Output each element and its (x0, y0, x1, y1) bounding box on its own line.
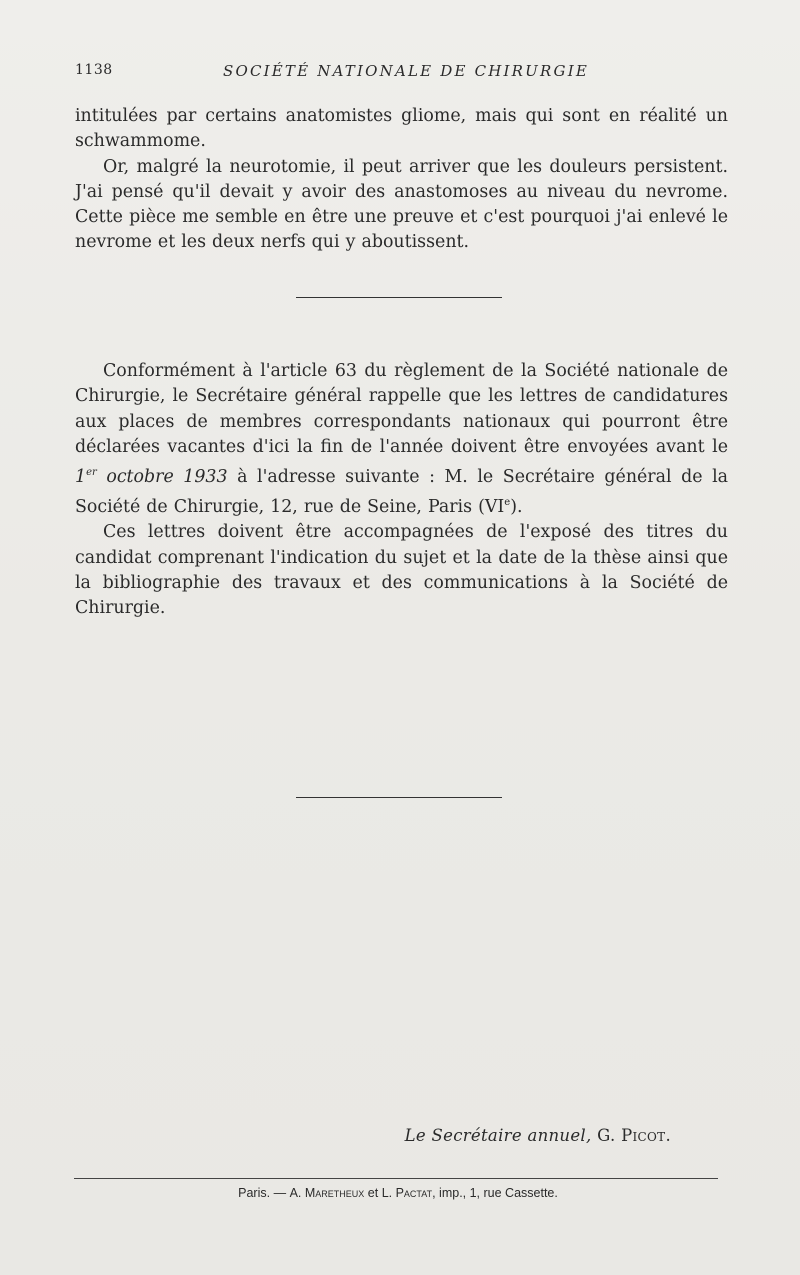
paragraph-candidatures (75, 359, 728, 520)
address-text: à l'adresse suivante : M. le Secrétaire général de la Société de Chirurgie, 12, rue de Seine, Paris (VI (75, 466, 729, 518)
text-block-announcement (75, 359, 728, 622)
signatory-role: Le Secrétaire annuel, (404, 1126, 592, 1145)
deadline-day: 1 (75, 466, 87, 487)
imprint-city: Paris. — (238, 1186, 287, 1200)
announcement-text: Conformément à l'article 63 du règlement de la Société nationale de Chirurgie, le Secrétaire général rappelle que les lettres de candidatures aux places de membres correspondants nationaux qui pourront être déclarées vacantes d'ici la fin de l'année doivent être envoyées avant le (75, 361, 728, 457)
imprint-and: et (367, 1186, 379, 1200)
address-end: ). (510, 497, 523, 518)
deadline-month-year: octobre 1933 (106, 466, 228, 487)
page-header (75, 62, 725, 86)
deadline-date (75, 467, 228, 487)
imprint-rule (74, 1178, 718, 1179)
paragraph-continuation: intitulées par certains anatomistes gliome, mais qui sont en réalité un schwammome. (75, 106, 728, 152)
page-number: 1138 (75, 62, 113, 78)
text-block-neurotomy (75, 104, 728, 256)
signatory-initial: G. (597, 1126, 616, 1145)
imprint-printer-1: A. Maretheux (289, 1186, 365, 1200)
paragraph-requirements: Ces lettres doivent être accompagnées de l'exposé des titres du candidat comprenant l'indication du sujet et la date de la thèse ainsi que la bibliographie des travaux et des communications à la Société de Chirurgie. (75, 522, 728, 619)
deadline-day-suffix: er (86, 467, 97, 479)
imprint-address: imp., 1, rue Cassette. (439, 1186, 558, 1200)
section-divider (296, 297, 502, 298)
signatory-name: Picot. (621, 1126, 671, 1145)
section-divider-lower (296, 797, 502, 798)
printer-imprint (0, 1186, 800, 1200)
paragraph-neurotomy: Or, malgré la neurotomie, il peut arriver que les douleurs persistent. J'ai pensé qu'il devait y avoir des anastomoses au niveau du nevrome. Cette pièce me semble en être une preuve et c'est pourquoi j'ai enlevé le nevrome et les deux nerfs qui y aboutissent. (75, 156, 728, 253)
signature (405, 1126, 671, 1145)
arrondissement-suffix: e (504, 497, 511, 509)
running-title: SOCIÉTÉ NATIONALE DE CHIRURGIE (223, 62, 589, 80)
imprint-printer-2: L. Pactat, (381, 1186, 436, 1200)
